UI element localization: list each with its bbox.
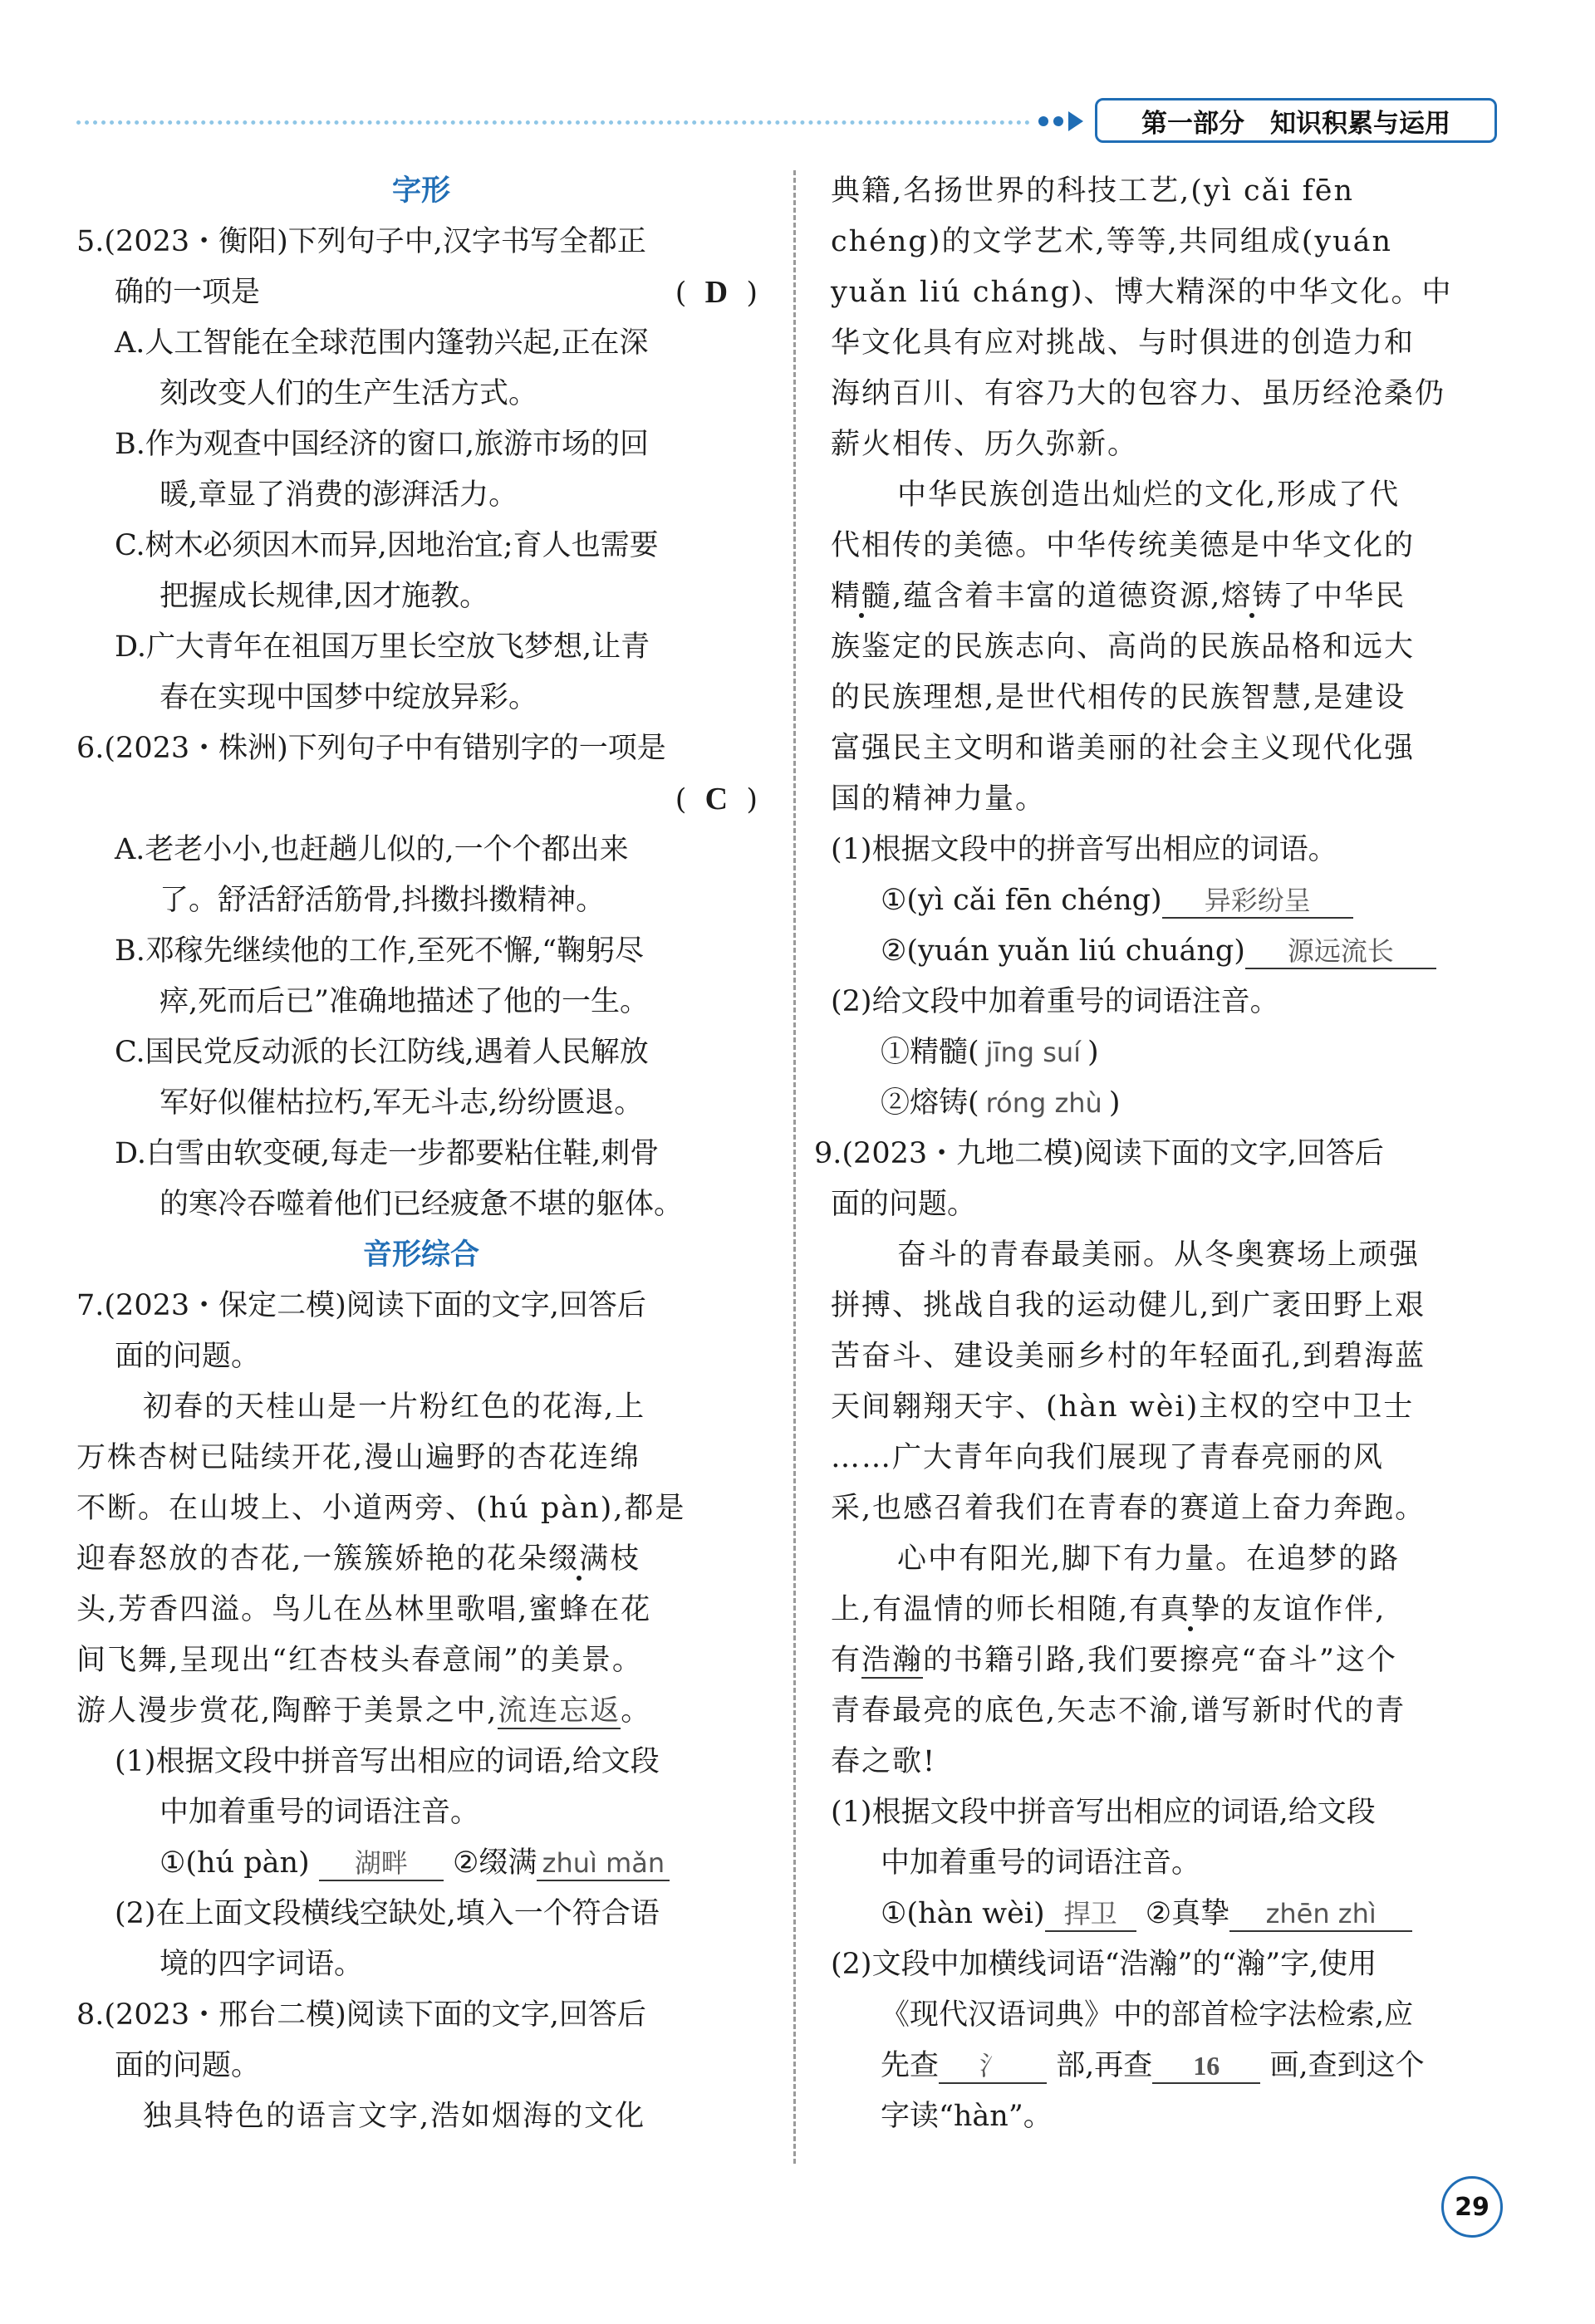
q9-p9-text-a: 有 [831,1644,862,1677]
question-8-cont [831,166,1517,1129]
q9-sub1-label-1: ①(hàn wèi) [881,1897,1045,1930]
q5-answer: D [704,275,729,310]
q6-option-d-line-1: D.白雪由软变硬,每走一步都要粘住鞋,刺骨 [115,1137,660,1170]
q8-passage-line-11: 族鉴定的民族志向、高尚的民族品格和远大 [831,630,1416,664]
q6-option-a-line-1: A.老老小小,也赶趟儿似的,一个个都出来 [115,833,629,866]
q8-sub2-label-2-end: ) [1108,1086,1121,1120]
q7-p7-text-a: 游人漫步赏花,陶醉于美景之中, [76,1694,498,1728]
q8-sub1-answer-2: 源远流长 [1245,934,1436,969]
left-column [76,166,766,2142]
q6-option-b-line-2: 瘁,死而后已”准确地描述了他的一生。 [160,985,650,1018]
q8-sub1-item-1 [831,875,1517,926]
q9-sub2-label-3: 画,查到这个 [1269,2049,1425,2082]
question-5 [76,217,766,723]
q9-p8-text-c: 的友谊作伴, [1221,1593,1386,1626]
q9-passage-line-6: 采,也感召着我们在青春的赛道上奋力奔跑。 [831,1492,1426,1525]
q5-option-a-line-1: A.人工智能在全球范围内篷勃兴起,正在深 [115,326,649,360]
q5-option-b-line-1: B.作为观查中国经济的窗口,旅游市场的回 [115,428,649,461]
q7-sub2-line-2: 境的四字词语。 [160,1948,364,1981]
q7-passage-line-2: 万株杏树已陆续开花,漫山遍野的杏花连绵 [76,1441,641,1474]
q7-p4-text-c: 枝 [610,1542,641,1576]
q6-answer-line [76,774,766,825]
q9-p9-text-c: 的书籍引路,我们要擦亮“奋斗”这个 [923,1644,1397,1677]
q8-passage-line-14: 国的精神力量。 [831,782,1047,816]
q6-option-a-line-2: 了。舒活舒活筋骨,抖擞抖擞精神。 [160,884,606,917]
q8-sub2-label-1: ①精髓( [881,1036,979,1069]
q8-sub2-item-2 [831,1078,1517,1129]
q9-passage-line-10: 青春最亮的底色,矢志不渝,谱写新时代的青 [831,1694,1406,1728]
q7-passage-line-5: 头,芳香四溢。鸟儿在丛林里歌唱,蜜蜂在花 [76,1593,652,1626]
q9-sub2-answer-2: 16 [1152,2049,1260,2084]
page-number-badge [1441,2176,1503,2238]
q5-option-c-line-2: 把握成长规律,因才施教。 [160,580,489,613]
q9-passage-line-1: 奋斗的青春最美丽。从冬奥赛场上顽强 [897,1238,1421,1272]
q9-sub1-answer-1: 捍卫 [1045,1897,1136,1932]
q8-emphasis-jingsui: 精髓 [831,580,893,613]
q7-stem-line-2: 面的问题。 [115,1340,261,1373]
q7-passage-line-3: 不断。在山坡上、小道两旁、(hú pàn),都是 [76,1492,686,1525]
q7-p7-text-c: 。 [621,1694,652,1728]
q7-sub1-answer-1: 湖畔 [319,1846,444,1881]
q8-passage-line-12: 的民族理想,是世代相传的民族智慧,是建设 [831,681,1406,714]
q8-p10-text-c: ,蕴含着丰富的道德资源, [892,580,1222,613]
q7-stem-line-1: 7.(2023・保定二模)阅读下面的文字,回答后 [76,1289,646,1322]
q9-sub2-line-3 [831,2041,1517,2091]
q9-sub1-answer-2: zhēn zhì [1229,1897,1412,1932]
question-9 [814,1129,1517,2142]
q8-passage-line-4: yuǎn liú cháng)、博大精深的中华文化。中 [831,276,1453,309]
q8-sub2-answer-1: jīng suí [985,1037,1082,1068]
section-title-yinxing: 音形综合 [362,1238,479,1272]
q8-passage-line-13: 富强民主文明和谐美丽的社会主义现代化强 [831,732,1416,765]
q9-emphasis-zhenzhi: 真挚 [1160,1593,1222,1626]
q5-option-d-line-1: D.广大青年在祖国万里长空放飞梦想,让青 [115,630,650,664]
q8-sub2-item-1 [831,1027,1517,1078]
q8-sub1-label-2: ②(yuán yuǎn liú chuáng) [881,934,1245,968]
q9-sub1-line-2: 中加着重号的词语注音。 [881,1846,1201,1880]
q9-sub1-answers [831,1889,1517,1939]
q9-passage-line-5: ……广大青年向我们展现了青春亮丽的风 [831,1441,1385,1474]
q9-sub2-answer-1: 氵 [939,2049,1047,2084]
q5-option-a-line-2: 刻改变人们的生产生活方式。 [160,377,538,410]
q9-stem-line-1: 9.(2023・九地二模)阅读下面的文字,回答后 [814,1137,1384,1170]
q8-sub2-label-1-end: ) [1087,1036,1099,1069]
q9-passage-line-11: 春之歌! [831,1745,937,1778]
q9-passage-line-9 [831,1635,1517,1686]
column-divider [793,170,796,2164]
q7-sub1-answers [76,1838,766,1889]
q8-sub1: (1)根据文段中的拼音写出相应的词语。 [831,833,1337,866]
q5-answer-bracket: ( D ) [675,275,758,310]
q8-stem-line-1: 8.(2023・邢台二模)阅读下面的文字,回答后 [76,1998,646,2032]
q8-passage-line-2: 典籍,名扬世界的科技工艺,(yì cǎi fēn [831,174,1354,208]
q9-passage-line-4: 天间翱翔天宇、(hàn wèi)主权的空中卫士 [831,1390,1415,1424]
q6-stem-line-1: 6.(2023・株洲)下列句子中有错别字的一项是 [76,732,666,765]
q8-passage-line-3: chéng)的文学艺术,等等,共同组成(yuán [831,225,1393,258]
q5-stem-line-1: 5.(2023・衡阳)下列句子中,汉字书写全都正 [76,225,646,258]
q6-answer-bracket: ( C ) [675,782,758,816]
page-number: 29 [1455,2192,1489,2222]
header-dotted-rule [76,120,1030,125]
q8-sub2: (2)给文段中加着重号的词语注音。 [831,985,1279,1018]
q7-passage-line-1: 初春的天桂山是一片粉红色的花海,上 [143,1390,646,1424]
q7-sub1-line-2: 中加着重号的词语注音。 [160,1796,480,1829]
q8-p10-text-e: 了中华民 [1283,580,1406,613]
q8-stem-line-2: 面的问题。 [115,2049,261,2082]
q6-option-c-line-1: C.国民党反动派的长江防线,遇着人民解放 [115,1036,649,1069]
q9-passage-line-3: 苦奋斗、建设美丽乡村的年轻面孔,到碧海蓝 [831,1340,1426,1373]
q7-sub1-line-1: (1)根据文段中拼音写出相应的词语,给文段 [115,1745,660,1778]
q9-p8-text-a: 上,有温情的师长相随,有 [831,1593,1161,1626]
q7-sub1-label-1: ①(hú pàn) [160,1846,310,1880]
q9-stem-line-2: 面的问题。 [831,1188,977,1221]
q7-p4-text-a: 迎春怒放的杏花,一簇簇娇艳的花朵 [76,1542,549,1576]
q9-sub2-line-2: 《现代汉语词典》中的部首检字法检索,应 [881,1998,1414,2032]
q5-option-c-line-1: C.树木必须因木而异,因地治宜;育人也需要 [115,529,659,562]
q7-emphasis-zhuiman: 缀满 [548,1542,611,1576]
q9-sub2-line-1: (2)文段中加横线词语“浩瀚”的“瀚”字,使用 [831,1948,1377,1981]
q9-sub2-label-2: 部,再查 [1056,2049,1153,2082]
q8-passage-line-9: 代相传的美德。中华传统美德是中华文化的 [831,529,1416,562]
q7-sub2-line-1: (2)在上面文段横线空缺处,填入一个符合语 [115,1897,660,1930]
q8-passage-line-10 [831,571,1517,622]
q8-passage-line-5: 华文化具有应对挑战、与时俱进的创造力和 [831,326,1416,360]
header-arrow-icon [1038,103,1083,140]
q9-sub1-line-1: (1)根据文段中拼音写出相应的词语,给文段 [831,1796,1376,1829]
q7-passage-line-6: 间飞舞,呈现出“红杏枝头春意闹”的美景。 [76,1644,643,1677]
q9-passage-line-2: 拼搏、挑战自我的运动健儿,到广袤田野上艰 [831,1289,1426,1322]
q8-sub1-label-1: ①(yì cǎi fēn chéng) [881,884,1162,917]
q9-passage-line-8 [831,1585,1517,1635]
question-8-start [76,1990,766,2142]
q9-sub2-line-4: 字读“hàn”。 [881,2100,1053,2133]
q8-emphasis-rongzhu: 熔铸 [1221,580,1283,613]
q5-stem-line-2 [76,267,766,318]
q6-option-d-line-2: 的寒冷吞噬着他们已经疲惫不堪的躯体。 [160,1188,684,1221]
q9-sub1-label-2: ②真挚 [1145,1897,1230,1930]
q8-passage-line-8: 中华民族创造出灿烂的文化,形成了代 [897,478,1401,512]
q7-passage-line-7 [76,1686,766,1737]
q8-passage-line-6: 海纳百川、有容乃大的包容力、虽历经沧桑仍 [831,377,1446,410]
header-section-text: 第一部分 知识积累与运用 [1141,108,1450,139]
right-column [814,166,1517,2142]
section-title-zixing: 字形 [391,174,450,208]
q8-sub2-answer-2: róng zhù [985,1087,1102,1119]
q8-sub1-item-2 [831,926,1517,977]
q8-sub2-label-2: ②熔铸( [881,1086,979,1120]
q9-sub2-label-1: 先查 [881,2049,940,2082]
q7-sub1-label-2: ②缀满 [453,1846,537,1880]
q9-underline-haohan: 浩瀚 [861,1644,924,1677]
question-7 [76,1281,766,1990]
q6-option-b-line-1: B.邓稼先继续他的工作,至死不懈,“鞠躬尽 [115,934,644,968]
q9-passage-line-7: 心中有阳光,脚下有力量。在追梦的路 [897,1542,1401,1576]
q5-option-d-line-2: 春在实现中国梦中绽放异彩。 [160,681,538,714]
header-section-label [1095,98,1497,143]
q8-passage-line-1: 独具特色的语言文字,浩如烟海的文化 [143,2100,646,2133]
q7-passage-line-4 [76,1534,766,1585]
q8-passage-line-7: 薪火相传、历久弥新。 [831,428,1139,461]
q7-fill-answer: 流连忘返 [498,1694,621,1728]
q6-option-c-line-2: 军好似催枯拉朽,军无斗志,纷纷匮退。 [160,1086,644,1120]
q5-option-b-line-2: 暖,章显了消费的澎湃活力。 [160,478,518,512]
q8-sub1-answer-1: 异彩纷呈 [1162,884,1353,919]
q6-answer: C [704,782,729,816]
q5-stem-text: 确的一项是 [115,276,261,309]
question-6 [76,723,766,1230]
q7-sub1-answer-2: zhuì mǎn [537,1846,670,1881]
